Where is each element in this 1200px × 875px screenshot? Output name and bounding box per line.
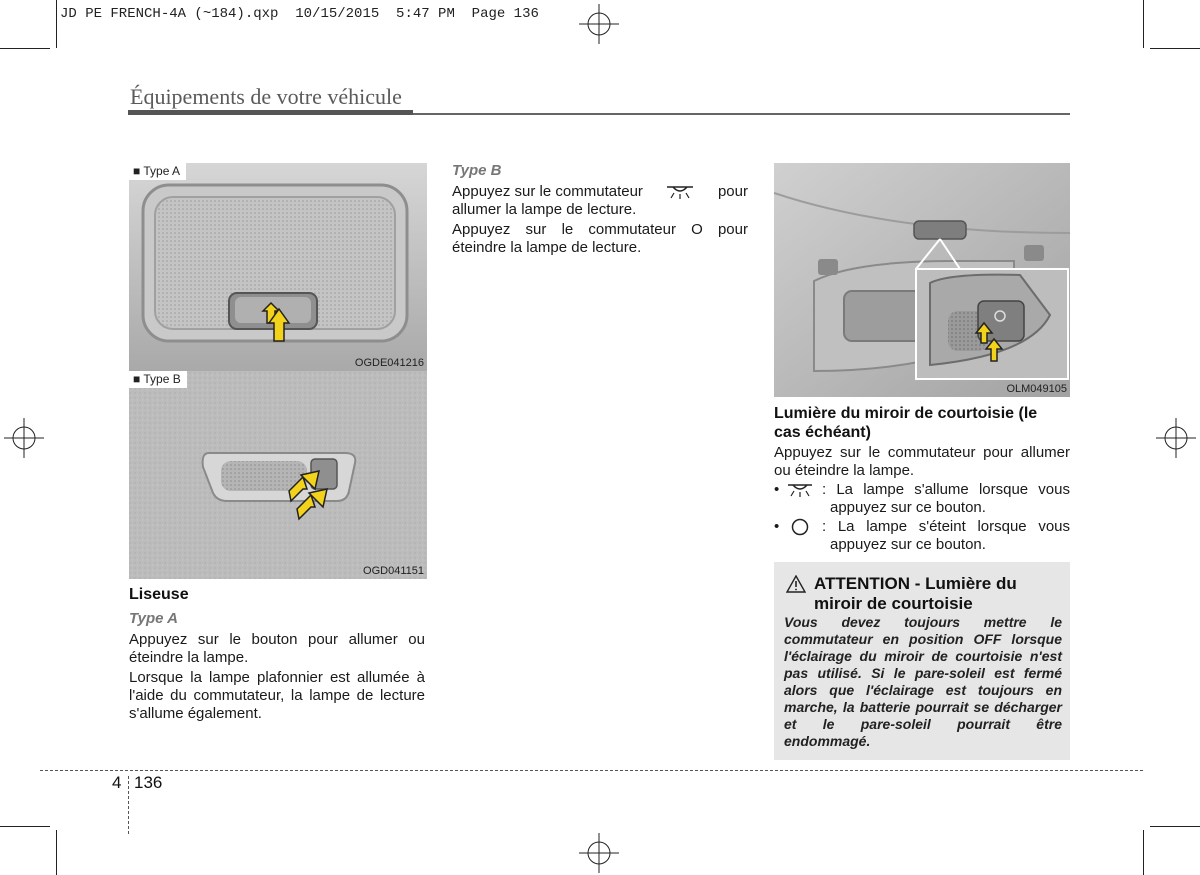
title-rule [128, 110, 413, 115]
image-type-a [129, 163, 427, 371]
registration-mark-icon [4, 418, 44, 458]
left-para-1: Appuyez sur le bouton pour allumer ou éteindre la lampe. [129, 631, 425, 666]
image-code: OGD041151 [363, 565, 424, 577]
crop-mark [1150, 826, 1200, 827]
reading-lamp-illustration [129, 371, 427, 579]
footer-divider [128, 776, 129, 834]
image-tag: ■ Type B [129, 371, 187, 388]
attention-subject: - Lumière du [910, 574, 1017, 593]
attention-box [774, 562, 1070, 760]
image-vanity-mirror [774, 163, 1070, 397]
heading-liseuse: Liseuse [129, 586, 189, 603]
type-b-label: Type B [452, 162, 502, 179]
crop-mark [1143, 830, 1144, 875]
type-a-label: Type A [129, 610, 178, 627]
attention-body: Vous devez toujours mettre le commutateur en position OFF lorsque l'éclairage du miroir de courtoisie n'est pas utilisé. Si le pare-soleil est fermé alors que l'éclairage est toujours en marche, la batterie pourrait se décharger et le pare-soleil pourrait être endommagé. [784, 614, 1062, 749]
bullet-dot: • [774, 481, 780, 498]
attention-title [814, 574, 1017, 614]
footer-rule [40, 770, 1143, 771]
crop-mark [1143, 0, 1144, 48]
vanity-intro: Appuyez sur le commutateur pour allumer ou éteindre la lampe. [774, 444, 1070, 479]
middle-para-1-start: Appuyez sur le commutateur [452, 183, 643, 200]
page-number: 136 [134, 773, 163, 792]
attention-subject-line2: miroir de courtoisie [814, 594, 973, 613]
bullet-lamp-on [774, 481, 1070, 517]
middle-para-1 [452, 183, 748, 219]
bullet-lamp-off [774, 518, 1070, 554]
image-type-b [129, 371, 427, 579]
heading-vanity-mirror: Lumière du miroir de courtoisie (le cas échéant) [774, 405, 1038, 441]
middle-para-1-pour: pour [717, 183, 748, 200]
bullet-text: : La lampe s'allume lorsque vous [822, 481, 1070, 498]
middle-para-1-end: allumer la lampe de lecture. [452, 201, 637, 218]
image-code: OLM049105 [1006, 383, 1067, 395]
dome-lamp-illustration [129, 163, 427, 371]
vanity-mirror-illustration [774, 163, 1070, 397]
crop-mark [0, 826, 50, 827]
image-code: OGDE041216 [354, 357, 424, 369]
crop-mark [56, 830, 57, 875]
middle-para-2: Appuyez sur le commutateur O pour éteindre la lampe de lecture. [452, 221, 748, 256]
title-rule [413, 113, 1070, 115]
warning-triangle-icon [786, 575, 806, 593]
bullet-dot: • [774, 518, 780, 535]
lamp-on-icon [786, 482, 816, 498]
crop-mark [1150, 48, 1200, 49]
section-title: Équipements de votre véhicule [130, 84, 402, 109]
left-para-2: Lorsque la lampe plafonnier est allumée à l'aide du commutateur, la lampe de lecture s'allume également. [129, 669, 425, 722]
bullet-text: : La lampe s'éteint lorsque vous [822, 518, 1070, 535]
registration-mark-icon [579, 4, 619, 44]
registration-mark-icon [1156, 418, 1196, 458]
crop-mark [56, 0, 57, 48]
image-tag: ■ Type A [129, 163, 186, 180]
lamp-off-icon [786, 518, 816, 536]
attention-keyword: ATTENTION [814, 574, 911, 593]
crop-mark [0, 48, 50, 49]
chapter-number: 4 [112, 773, 122, 792]
bullet-text: appuyez sur ce bouton. [830, 536, 986, 553]
registration-mark-icon [579, 833, 619, 873]
print-header: JD PE FRENCH-4A (~184).qxp 10/15/2015 5:47 PM Page 136 [60, 6, 539, 22]
reading-lamp-on-icon [665, 184, 695, 200]
bullet-text: appuyez sur ce bouton. [830, 499, 986, 516]
